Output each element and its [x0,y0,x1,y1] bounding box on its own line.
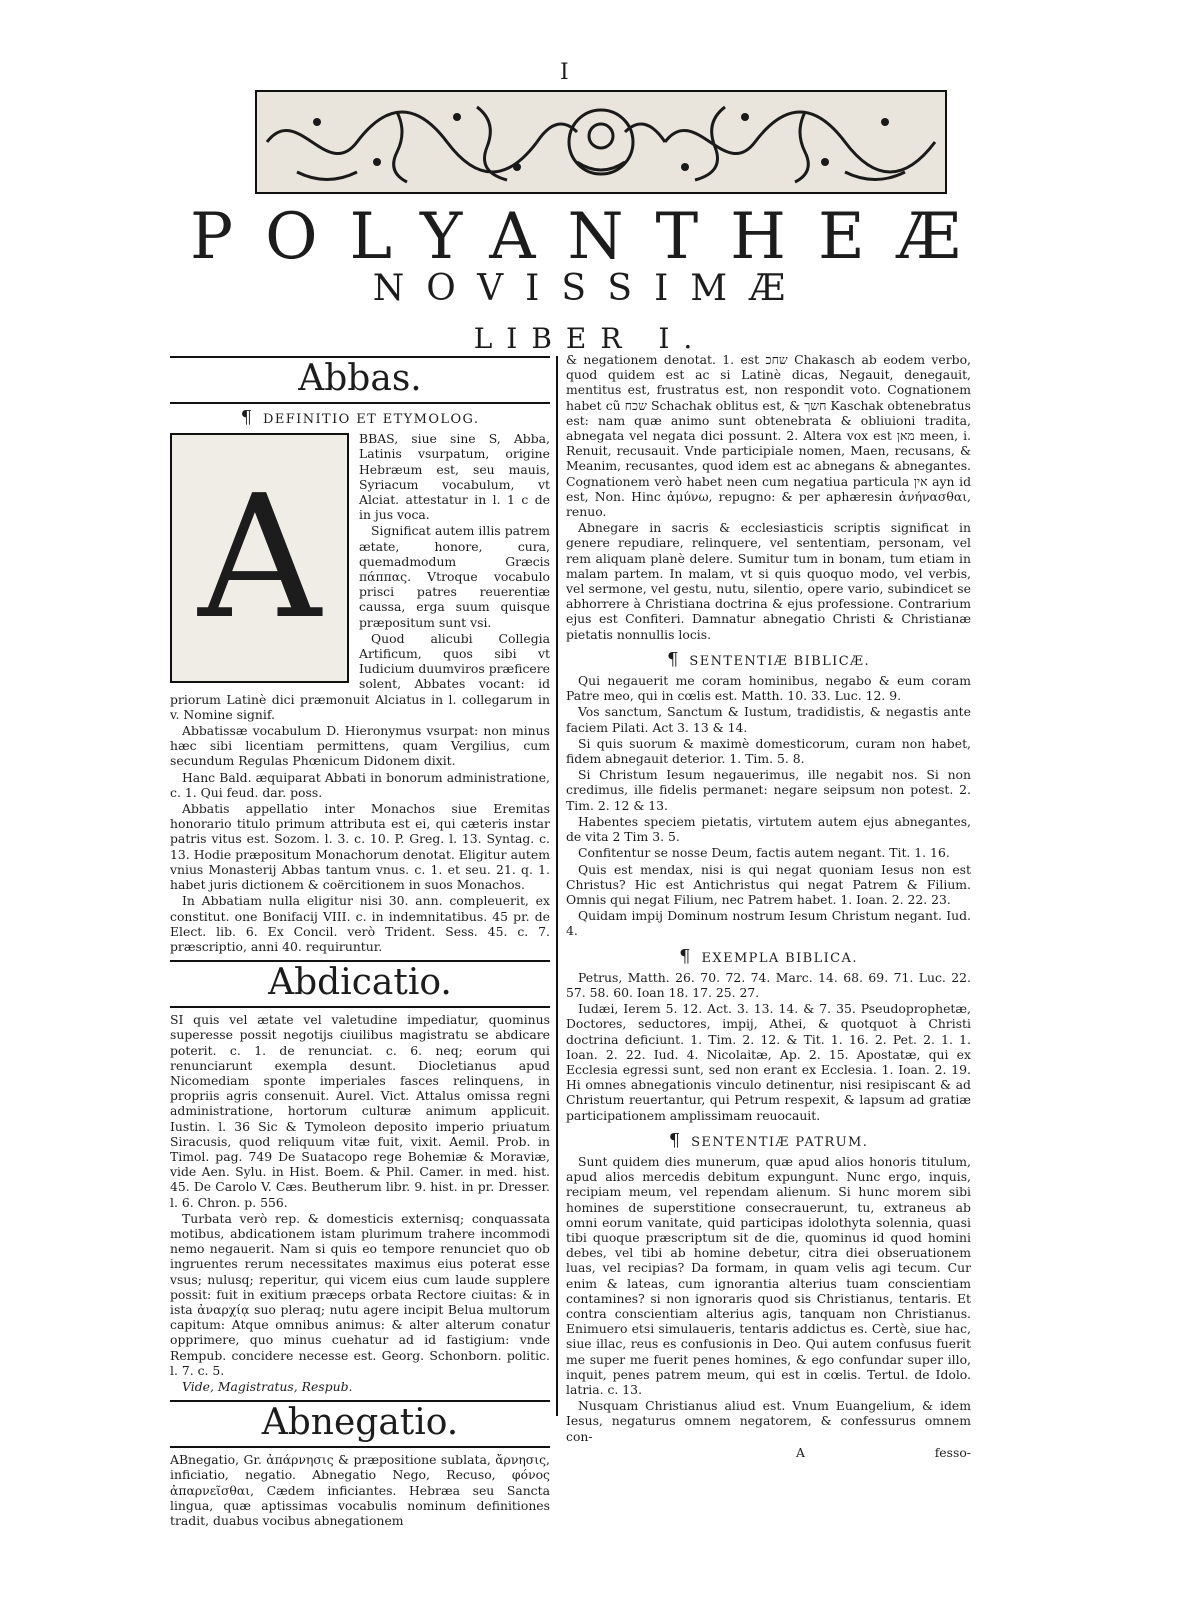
decorated-initial: A [170,433,349,683]
paragraph: Abbatissæ vocabulum D. Hieronymus vsurpat: non minus hæc sibi licentiam permittens, quam Vergilius, cum secundum Regulas Phœnicum Didonem dixit. [170,723,550,769]
pilcrow-icon: ¶ [240,407,254,428]
signature-mark: A [796,1444,805,1460]
paragraph: Habentes speciem pietatis, virtutem autem ejus abnegantes, de vita 2 Tim 3. 5. [566,813,971,845]
paragraph: Si quis suorum & maximè domesticorum, curam non habet, fidem abnegauit deterior. 1. Tim. 5. 8. [566,735,971,767]
entry-heading-abbas [170,358,550,404]
paragraph: Significat autem illis patrem ætate, honore, cura, quemadmodum Græcis πάππας. Vtroque vocabulo prisci patres reuerentiæ caussa, erga suum quisque præpositum sunt vsi. [359,523,550,630]
section-heading [566,945,971,967]
paragraph: Si Christum Iesum negauerimus, ille negabit nos. Si non credimus, ille fidelis permanet: negare seipsum non potest. 2. Tim. 2. 12 & 13. [566,767,971,813]
entry-heading-abnegatio [170,1400,550,1448]
paragraph: Quod alicubi Collegia Artificum, quos sibi vt Iudicium duumviros præficere solent, Abbates vocant: id priorum Latinè dici præmonuit Alciatus in l. collegarum in v. Nomine signif. [170,630,550,722]
ornamental-headpiece [255,90,947,194]
paragraph: In Abbatiam nulla eligitur nisi 30. ann. compleuerit, ex constitut. one Bonifacij VIII. c. in indemnitatibus. 45 pr. de Elect. lib. 6. Ex Concil. verò Trident. Sess. 45. c. 7. præscriptio, anni 40. requiruntur. [170,893,550,954]
book-part: LIBER I. [473,322,707,355]
pilcrow-icon: ¶ [667,648,680,670]
paragraph: Confitentur se nosse Deum, factis autem negant. Tit. 1. 16. [578,845,950,861]
paragraph: Sunt quidem dies munerum, quæ apud alios honoris titulum, apud alios mercedis debitum expungunt. Nunc ergo, inquis, recipiam meum, vel rependam alienum. Si hunc morem sibi homines de superstitione consecrauerunt, tu, extraneus ab omni eorum vanitate, quid participas idolothyta solennia, quasi tibi quoque præscriptum sit de die, quominus id quod homini debes, vel tibi ab homine debetur, citra diei obseruationem luas, vel recipias? Da formam, in quam velis agi tecum. Cur enim & lateas, cum ignorantia alterius tuam conscientiam contamines? si non ignoraris quod sis Christianus, tentaris. Et contra conscientiam alterius agis, tanquam non Christianus. Enimuero etsi simulaueris, tentaris addictus es. Certè, siue hac, siue illac, reus es confusionis in Deo. Qui autem confusus fuerit me super me fuerit penes homines, & ego confundar super illo, inquit, penes patrem meum, qui est in cœlis. Tertul. de Idolo. latria. c. 13. [566,1153,971,1397]
paragraph: BBAS, siue sine S, Abba, Latinis vsurpatum, origine Hebræum est, seu mauis, Syriacum vocabulum, vt Alciat. attestatur in l. 1 c de in jus voca. [359,431,550,523]
heading-rule [170,402,550,404]
pilcrow-icon: ¶ [668,1129,682,1151]
section-heading-text: SENTENTIÆ BIBLICÆ. [689,653,870,669]
abbas-body [170,431,550,954]
paragraph: Vos sanctum, Sanctum & Iustum, tradidistis, & negastis ante faciem Pilati. Act 3. 13 & 14. [566,704,971,735]
paragraph: SI quis vel ætate vel valetudine impediatur, quominus superesse possit negotijs ciuilibus magistratu se abdicare poterit. c. 1. de renunciat. c. 6. neq; eorum qui renunciarunt exempla desunt. Diocletianus apud Nicomediam sponte imperiales fasces relinquens, in propriis agris consenuit. Aurel. Vict. Attalus omissa regni administratione, hortorum culturæ animum applicuit. Iustin. l. 36 Sic & Tymoleon deposito imperio priuatum Siracusis, quod reliquum vitæ fuit, vixit. Aemil. Prob. in Timol. pag. 749 De Suatacopo rege Bohemiæ & Moraviæ, vide Aen. Sylu. in Hist. Boem. & Phil. Camer. in med. hist. 45. De Carolo V. Cæs. Beutherum libr. 9. hist. in pr. Dresser. l. 6. Chron. p. 556. [170,1012,550,1210]
paragraph: Hanc Bald. æquiparat Abbati in bonorum administratione, c. 1. Qui feud. dar. poss. [170,769,550,800]
section-heading-text: DEFINITIO ET ETYMOLOG. [263,412,480,427]
catchword-line [566,1445,971,1463]
paragraph: ABnegatio, Gr. ἀπάρνησις & præpositione sublata, ἄρνησις, inficiatio, negatio. Abnegatio Nego, Recuso, φόνος ἀπαρνεῖσθαι, Cædem inficiantes. Hebræa seu Sancta lingua, quæ aptissimas vocabulis nominum definitiones tradit, duabus vocibus abnegationem [170,1452,550,1528]
paragraph: & negationem denotat. 1. est שחכ Chakasch ab eodem verbo, quod quidem est ac si Latinè dicas, Negauit, denegauit, mentitus est, frustratus est, non respondit voto. Cognationem habet cũ שכח Schachak oblitus est, & חשך Kaschak obtenebratus est: nam quæ animo sunt obtenebrata & obliuioni tradita, abnegata vel negata dici possunt. 2. Altera vox est מאן meen, i. Renuit, recusauit. Vnde participiale nomen, Maen, recusans, & Meanim, recusantes, quod idem est ac abnegans & abnegantes. Cognationem verò habet neen cum negatiua particula אין ayn id est, Non. Hinc ἀμύνω, repugno: & per aphæresin ἀνήνασθαι, renuo. [566,352,972,520]
paragraph: Qui negauerit me coram hominibus, negabo & eum coram Patre meo, qui in cœlis est. Matth. 10. 33. Luc. 12. 9. [566,673,971,704]
headpiece-ornament-icon [257,92,945,192]
section-heading [170,407,550,428]
pilcrow-icon: ¶ [679,945,692,967]
paragraph: Turbata verò rep. & domesticis externisq; conquassata motibus, abdicationem istam plurimum trahere incommodi nemo negauerit. Nam si quis eo tempore renunciet quo ob ingruentes rerum necessitates maximus eius poterat esse vsus; nulusq; reperitur, qui vicem eius cum laude supplere possit: fuit in exitium præceps orbata Rectore ciuitas: & in ista ἀναρχίᾳ suo pleraq; nutu agere incipit Belua multorum capitum: Atque omnibus animus: & alter alterum conatur opprimere, quo minus cuehatur ad id fastigium: vnde Rempub. concidere necesse est. Georg. Schonborn. politic. l. 7. c. 5. [170,1210,550,1378]
entry-heading-text: Abnegatio. [261,1402,459,1444]
heading-rule [170,1006,550,1008]
heading-rule [170,1446,550,1448]
paragraph: Abbatis appellatio inter Monachos siue Eremitas honorario titulo primum attributa est ei, qui cæteris instar patris vitus est. Sozom. l. 3. c. 10. P. Greg. l. 13. Syntag. c. 13. Hodie præpositum Monachorum denotat. Eligitur autem vnius Monasterij Abbas tantum vnus. c. 1. et seu. 21. q. 1. habet juris dictionem & coërcitionem in suos Monachos. [170,801,550,893]
paragraph: Vide, Magistratus, Respub. [182,1378,353,1394]
column-divider [556,356,558,1416]
entry-heading-text: Abbas. [298,358,422,399]
paragraph: Quis est mendax, nisi is qui negat quoniam Iesus non est Christus? Hic est Antichristus qui negat Patrem & Filium. Omnis qui negat Filium, nec Patrem habet. 1. Ioan. 2. 22. 23. [566,861,971,907]
book-subtitle: NOVISSIMÆ [372,268,808,309]
entry-heading-text: Abdicatio. [268,962,452,1004]
catchword: fesso- [934,1444,971,1460]
book-title: POLYANTHEÆ [190,200,993,274]
paragraph: Nusquam Christianus aliud est. Vnum Euangelium, & idem Iesus, negaturus omnem negatorem, & confessurus omnem con- [566,1398,971,1444]
entry-heading-abdicatio [170,960,550,1008]
section-heading [566,648,971,670]
section-heading [566,1129,971,1151]
right-column [566,352,971,1463]
paragraph: Petrus, Matth. 26. 70. 72. 74. Marc. 14. 68. 69. 71. Luc. 22. 57. 58. 60. Ioan 18. 17. 25. 27. [566,969,971,1000]
section-heading-text: SENTENTIÆ PATRUM. [691,1134,869,1150]
left-column [170,352,550,1529]
paragraph: Iudæi, Ierem 5. 12. Act. 3. 13. 14. & 7. 35. Pseudoprophetæ, Doctores, seductores, impij, Athei, & quotquot à Christi doctrina deficiunt. 1. Tim. 2. 12. & Tit. 1. 16. 2. Pet. 2. 1. 1. Ioan. 2. 22. Iud. 4. Nicolaitæ, Ap. 2. 15. Apostatæ, qui ex Ecclesia egressi sunt, sed non erant ex Ecclesia. 1. Ioan. 2. 19. Hi omnes abnegationis vinculo detinentur, nisi resipiscant & ad Christum reuertantur, qui Petrum respexit, & lapsum ad gratiæ participationem amplissimam reuocauit. [566,1001,971,1123]
paragraph: Abnegare in sacris & ecclesiasticis scriptis significat in genere repudiare, relinquere, vel sententiam, personam, vel rem aliquam planè delere. Sumitur tum in bonam, tum etiam in malam partem. In malam, vt si quis quoquo modo, vel verbis, vel sermone, vel gestu, nutu, silentio, opere vario, subindicet se abhorrere à Christiana doctrina & ejus professione. Contrarium ejus est Confiteri. Damnatur abnegatio Christi & Christianæ pietatis nonnullis locis. [566,520,971,642]
folio-number: I [560,60,569,85]
paragraph: Quidam impij Dominum nostrum Iesum Christum negant. Iud. 4. [566,908,971,939]
section-heading-text: EXEMPLA BIBLICA. [701,950,858,966]
